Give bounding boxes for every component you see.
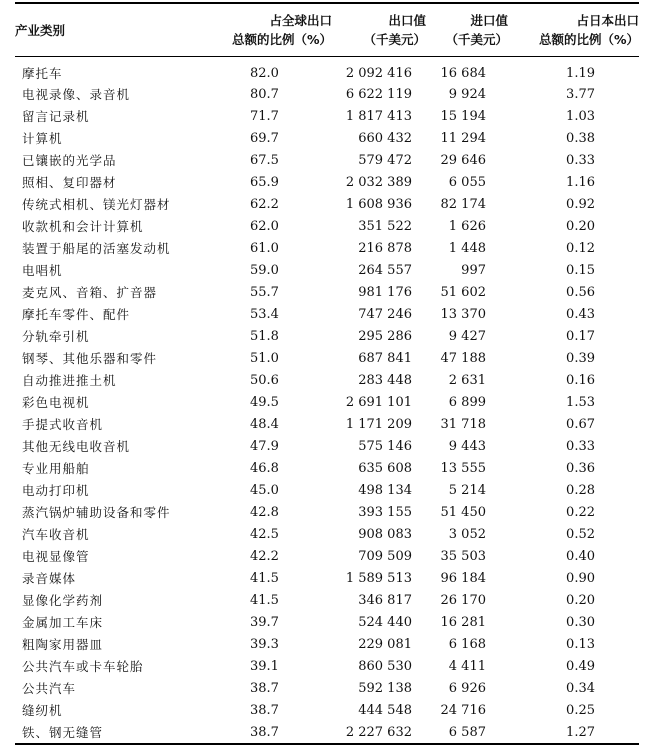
table-row xyxy=(15,699,639,721)
header-import-value-line2: （千美元） xyxy=(445,32,508,47)
import-value-cell: 997 xyxy=(461,262,486,278)
export-value-cell: 6 622 119 xyxy=(345,86,412,102)
global-share-cell: 39.7 xyxy=(250,614,279,630)
global-share-cell: 61.0 xyxy=(250,240,279,256)
industry-cell: 收款机和会计计算机 xyxy=(22,219,144,234)
japan-share-cell: 0.28 xyxy=(566,482,595,498)
import-value-cell: 6 055 xyxy=(448,174,486,190)
import-value-cell: 2 631 xyxy=(448,372,486,388)
export-value-cell: 444 548 xyxy=(358,702,412,718)
import-value-cell: 35 503 xyxy=(440,548,486,564)
table-body xyxy=(15,57,639,745)
industry-cell: 摩托车 xyxy=(22,66,63,81)
industry-cell: 显像化学药剂 xyxy=(22,593,104,608)
industry-cell: 电视录像、录音机 xyxy=(22,87,131,102)
industry-cell: 照相、复印器材 xyxy=(22,175,117,190)
table-row xyxy=(15,413,639,435)
industry-cell: 钢琴、其他乐器和零件 xyxy=(22,351,158,366)
table-row xyxy=(15,127,639,149)
global-share-cell: 38.7 xyxy=(220,721,332,744)
industry-cell: 留言记录机 xyxy=(22,109,90,124)
table-row xyxy=(15,325,639,347)
import-value-cell: 26 170 xyxy=(440,592,486,608)
table-row xyxy=(15,215,639,237)
export-value-cell: 1 608 936 xyxy=(345,196,412,212)
import-value-cell: 51 602 xyxy=(440,284,486,300)
industry-cell: 电动打印机 xyxy=(22,483,90,498)
import-value-cell: 6 587 xyxy=(426,721,508,744)
table-row xyxy=(15,435,639,457)
industry-cell: 金属加工车床 xyxy=(22,615,104,630)
table-row xyxy=(15,567,639,589)
japan-share-cell: 1.53 xyxy=(566,394,595,410)
export-value-cell: 264 557 xyxy=(358,262,412,278)
japan-share-cell: 0.33 xyxy=(566,438,595,454)
japan-share-cell: 0.67 xyxy=(566,416,595,432)
header-export-value-line2: （千美元） xyxy=(363,32,426,47)
import-value-cell: 6 926 xyxy=(448,680,486,696)
table-row xyxy=(15,457,639,479)
global-share-cell: 46.8 xyxy=(250,460,279,476)
export-value-cell: 2 227 632 xyxy=(332,721,426,744)
global-share-cell: 39.1 xyxy=(250,658,279,674)
japan-share-cell: 0.40 xyxy=(566,548,595,564)
table-row xyxy=(15,589,639,611)
industry-cell: 蒸汽锅炉辅助设备和零件 xyxy=(22,505,171,520)
import-value-cell: 5 214 xyxy=(448,482,486,498)
import-value-cell: 15 194 xyxy=(440,108,486,124)
export-value-cell: 524 440 xyxy=(358,614,412,630)
header-industry-label: 产业类别 xyxy=(15,22,66,38)
import-value-cell: 4 411 xyxy=(448,658,486,674)
japan-share-cell: 0.15 xyxy=(566,262,595,278)
export-value-cell: 1 589 513 xyxy=(345,570,412,586)
global-share-cell: 38.7 xyxy=(250,702,279,718)
industry-cell: 麦克风、音箱、扩音器 xyxy=(22,285,158,300)
table-row xyxy=(15,391,639,413)
table-row xyxy=(15,369,639,391)
import-value-cell: 9 924 xyxy=(448,86,486,102)
global-share-cell: 49.5 xyxy=(250,394,279,410)
export-value-cell: 579 472 xyxy=(358,152,412,168)
import-value-cell: 1 626 xyxy=(448,218,486,234)
table-row xyxy=(15,281,639,303)
table-row xyxy=(15,633,639,655)
japan-share-cell: 0.38 xyxy=(566,130,595,146)
industry-cell: 彩色电视机 xyxy=(22,395,90,410)
industry-cell: 汽车收音机 xyxy=(22,527,90,542)
global-share-cell: 62.0 xyxy=(250,218,279,234)
global-share-cell: 51.8 xyxy=(250,328,279,344)
table-row xyxy=(15,655,639,677)
import-value-cell: 29 646 xyxy=(440,152,486,168)
industry-cell: 摩托车零件、配件 xyxy=(22,307,131,322)
japan-share-cell: 0.49 xyxy=(566,658,595,674)
japan-share-cell: 0.17 xyxy=(566,328,595,344)
export-value-cell: 981 176 xyxy=(358,284,412,300)
import-value-cell: 16 684 xyxy=(440,65,486,81)
japan-share-cell: 0.12 xyxy=(566,240,595,256)
industry-cell: 公共汽车 xyxy=(22,681,77,696)
japan-share-cell: 0.56 xyxy=(566,284,595,300)
japan-share-cell: 1.19 xyxy=(566,65,595,81)
export-value-cell: 747 246 xyxy=(358,306,412,322)
import-value-cell: 13 370 xyxy=(440,306,486,322)
japan-share-cell: 0.52 xyxy=(566,526,595,542)
table-row xyxy=(15,501,639,523)
japan-share-cell: 0.20 xyxy=(566,218,595,234)
global-share-cell: 67.5 xyxy=(250,152,279,168)
import-value-cell: 9 443 xyxy=(448,438,486,454)
japan-share-cell: 0.16 xyxy=(566,372,595,388)
global-share-cell: 62.2 xyxy=(250,196,279,212)
table-row xyxy=(15,193,639,215)
import-value-cell: 96 184 xyxy=(440,570,486,586)
export-value-cell: 709 509 xyxy=(358,548,412,564)
export-value-cell: 295 286 xyxy=(358,328,412,344)
global-share-cell: 45.0 xyxy=(250,482,279,498)
industry-cell: 其他无线电收音机 xyxy=(22,439,131,454)
import-value-cell: 3 052 xyxy=(448,526,486,542)
header-export-value xyxy=(332,3,426,57)
table-row xyxy=(15,611,639,633)
global-share-cell: 82.0 xyxy=(250,65,279,81)
header-global-share-line1: 占全球出口 xyxy=(269,13,332,28)
import-value-cell: 24 716 xyxy=(440,702,486,718)
table-row xyxy=(15,149,639,171)
japan-share-cell: 0.92 xyxy=(566,196,595,212)
global-share-cell: 39.3 xyxy=(250,636,279,652)
table-header-row xyxy=(15,3,639,57)
header-import-value xyxy=(426,3,508,57)
table-row xyxy=(15,259,639,281)
industry-cell: 手提式收音机 xyxy=(22,417,104,432)
export-value-cell: 393 155 xyxy=(358,504,412,520)
import-value-cell: 11 294 xyxy=(440,130,486,146)
global-share-cell: 71.7 xyxy=(250,108,279,124)
table-row xyxy=(15,479,639,501)
global-share-cell: 38.7 xyxy=(250,680,279,696)
import-value-cell: 6 899 xyxy=(448,394,486,410)
industry-cell: 计算机 xyxy=(22,131,63,146)
global-share-cell: 65.9 xyxy=(250,174,279,190)
table-row xyxy=(15,303,639,325)
export-value-cell: 498 134 xyxy=(358,482,412,498)
export-value-cell: 1 817 413 xyxy=(345,108,412,124)
header-export-value-line1: 出口值 xyxy=(388,13,426,28)
global-share-cell: 41.5 xyxy=(250,592,279,608)
industry-cell: 分轨牵引机 xyxy=(22,329,90,344)
table-row xyxy=(15,545,639,567)
export-value-cell: 351 522 xyxy=(358,218,412,234)
global-share-cell: 59.0 xyxy=(250,262,279,278)
global-share-cell: 55.7 xyxy=(250,284,279,300)
import-value-cell: 16 281 xyxy=(440,614,486,630)
import-value-cell: 1 448 xyxy=(448,240,486,256)
industry-cell: 传统式相机、镁光灯器材 xyxy=(22,197,171,212)
global-share-cell: 53.4 xyxy=(250,306,279,322)
global-share-cell: 41.5 xyxy=(250,570,279,586)
japan-share-cell: 0.13 xyxy=(566,636,595,652)
header-japan-share xyxy=(508,3,639,57)
export-value-cell: 860 530 xyxy=(358,658,412,674)
export-value-cell: 2 092 416 xyxy=(345,65,412,81)
export-value-cell: 660 432 xyxy=(358,130,412,146)
japan-share-cell: 0.36 xyxy=(566,460,595,476)
industry-cell: 自动推进推土机 xyxy=(22,373,117,388)
export-value-cell: 1 171 209 xyxy=(345,416,412,432)
global-share-cell: 42.8 xyxy=(250,504,279,520)
japan-share-cell: 0.20 xyxy=(566,592,595,608)
export-value-cell: 687 841 xyxy=(358,350,412,366)
table-row xyxy=(15,105,639,127)
industry-cell: 粗陶家用器皿 xyxy=(22,637,104,652)
header-japan-share-line1: 占日本出口 xyxy=(576,13,639,28)
industry-cell: 专业用船舶 xyxy=(22,461,90,476)
japan-share-cell: 0.39 xyxy=(566,350,595,366)
export-value-cell: 283 448 xyxy=(358,372,412,388)
table-row xyxy=(15,237,639,259)
industry-cell: 电唱机 xyxy=(22,263,63,278)
industry-cell: 已镶嵌的光学品 xyxy=(22,153,117,168)
header-japan-share-line2: 总额的比例（%） xyxy=(538,32,639,47)
export-value-cell: 592 138 xyxy=(358,680,412,696)
export-table xyxy=(15,2,639,745)
japan-share-cell: 0.30 xyxy=(566,614,595,630)
global-share-cell: 50.6 xyxy=(250,372,279,388)
export-value-cell: 2 032 389 xyxy=(345,174,412,190)
global-share-cell: 42.2 xyxy=(250,548,279,564)
global-share-cell: 47.9 xyxy=(250,438,279,454)
japan-share-cell: 0.90 xyxy=(566,570,595,586)
export-value-cell: 346 817 xyxy=(358,592,412,608)
export-value-cell: 635 608 xyxy=(358,460,412,476)
table-row xyxy=(15,523,639,545)
japan-share-cell: 0.43 xyxy=(566,306,595,322)
global-share-cell: 42.5 xyxy=(250,526,279,542)
industry-cell: 公共汽车或卡车轮胎 xyxy=(22,659,144,674)
industry-cell: 铁、钢无缝管 xyxy=(15,721,220,744)
import-value-cell: 51 450 xyxy=(440,504,486,520)
header-import-value-line1: 进口值 xyxy=(470,13,508,28)
industry-cell: 录音媒体 xyxy=(22,571,77,586)
industry-cell: 电视显像管 xyxy=(22,549,90,564)
export-value-cell: 908 083 xyxy=(358,526,412,542)
table-row xyxy=(15,83,639,105)
export-value-cell: 2 691 101 xyxy=(345,394,412,410)
export-value-cell: 216 878 xyxy=(358,240,412,256)
japan-share-cell: 1.03 xyxy=(566,108,595,124)
japan-share-cell: 0.22 xyxy=(566,504,595,520)
table-row xyxy=(15,171,639,193)
header-industry xyxy=(15,3,220,57)
import-value-cell: 82 174 xyxy=(440,196,486,212)
table-row xyxy=(15,57,639,84)
global-share-cell: 51.0 xyxy=(250,350,279,366)
table-row xyxy=(15,347,639,369)
global-share-cell: 80.7 xyxy=(250,86,279,102)
export-value-cell: 575 146 xyxy=(358,438,412,454)
japan-share-cell: 0.34 xyxy=(566,680,595,696)
table-row xyxy=(15,677,639,699)
import-value-cell: 31 718 xyxy=(440,416,486,432)
japan-share-cell: 0.25 xyxy=(566,702,595,718)
export-value-cell: 229 081 xyxy=(358,636,412,652)
global-share-cell: 48.4 xyxy=(250,416,279,432)
import-value-cell: 47 188 xyxy=(440,350,486,366)
import-value-cell: 6 168 xyxy=(448,636,486,652)
japan-share-cell: 3.77 xyxy=(566,86,595,102)
header-global-share xyxy=(220,3,332,57)
industry-cell: 缝纫机 xyxy=(22,703,63,718)
industry-cell: 装置于船尾的活塞发动机 xyxy=(22,241,171,256)
global-share-cell: 69.7 xyxy=(250,130,279,146)
import-value-cell: 9 427 xyxy=(448,328,486,344)
japan-share-cell: 1.16 xyxy=(566,174,595,190)
table-row xyxy=(15,721,639,744)
japan-share-cell: 1.27 xyxy=(508,721,639,744)
header-global-share-line2: 总额的比例（%） xyxy=(231,32,332,47)
japan-share-cell: 0.33 xyxy=(566,152,595,168)
import-value-cell: 13 555 xyxy=(440,460,486,476)
